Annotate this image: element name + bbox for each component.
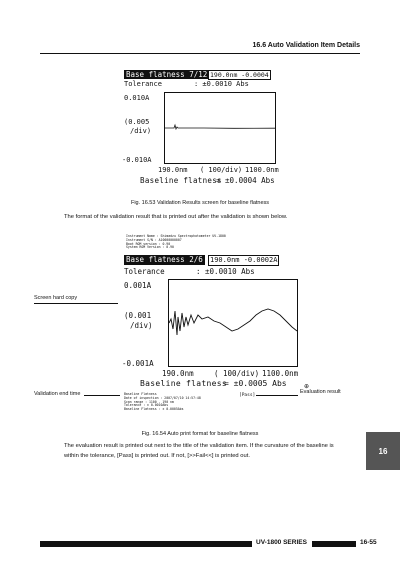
fig2-printout-footer [124, 393, 201, 412]
fig2-footer-line: Baseline Flatness [124, 392, 157, 396]
fig1-title: Base flatness 7/12 [126, 70, 208, 79]
fig2-footer-line: Scan range : 1100 - 190 nm [124, 399, 174, 404]
fig2-x-right: 1100.0nm [262, 369, 299, 378]
callout-validation-end-time: Validation end time [34, 391, 81, 397]
fig1-y-bottom: -0.010A [122, 156, 152, 164]
fig2-baseline-trace [169, 309, 297, 335]
fig2-corner-mark: ⊕ [304, 384, 310, 390]
footer-bar-right [312, 541, 356, 547]
callout-end-time-leader [84, 395, 120, 396]
fig2-x-left: 190.0nm [162, 369, 194, 378]
footer-page-number: 16-55 [360, 539, 377, 546]
fig1-screen [120, 68, 280, 192]
fig2-footer-line: Tolerance : ± 0.0010Abs [124, 403, 169, 408]
footer-series: UV-1800 SERIES [256, 539, 307, 546]
header-rule [40, 53, 360, 54]
fig2-header-line: Instrument Name : Shimadzu Spectrophotometer UV-1800 [126, 234, 226, 238]
fig2-y-mid-2: /div) [130, 321, 153, 330]
fig1-x-left: 190.0nm [158, 166, 188, 174]
fig1-caption: Fig. 16.53 Validation Results screen for baseline flatness [130, 200, 270, 206]
section-header: 16.6 Auto Validation Item Details [252, 42, 360, 49]
callout-screen-hardcopy: Screen hard copy [34, 295, 78, 301]
callout-eval-leader [256, 395, 298, 396]
fig2-y-mid-1: (0.001 [124, 311, 152, 320]
chapter-tab-number: 16 [378, 446, 388, 456]
fig1-tolerance-value: : ±0.0010 Abs [194, 80, 249, 88]
fig2-x-mid: ( 100/div) [214, 369, 260, 378]
fig2-plot [168, 279, 298, 367]
fig2-tolerance-label: Tolerance [124, 267, 165, 276]
fig1-wavelength-box: 190.0nm -0.0004 [210, 71, 269, 79]
fig1-y-mid-1: (0.005 [124, 118, 150, 126]
fig1-plot [164, 92, 276, 164]
body-text-1: The format of the validation result that is printed out after the validation is shown below. [64, 214, 288, 220]
body-text-2: The evaluation result is printed out next to the title of the validation item. If the curvature of the baseline is within the tolerance, [Pass] is printed out. If not, [>>Fail<<] is printed out. [64, 443, 334, 459]
chapter-side-tab [366, 432, 400, 470]
fig2-caption: Fig. 16.54 Auto print format for baseline flatness [141, 431, 259, 437]
fig1-result-value: = ±0.0004 Abs [216, 176, 275, 185]
fig2-printout [110, 233, 322, 429]
fig1-tolerance-label: Tolerance [124, 80, 162, 88]
fig2-tolerance-value: : ±0.0010 Abs [196, 267, 255, 276]
fig1-y-top: 0.010A [124, 94, 150, 102]
fig2-wavelength-box: 190.0nm -0.0002A [210, 256, 278, 264]
fig2-y-bottom: -0.001A [122, 359, 154, 368]
fig2-printout-header [126, 235, 226, 250]
footer-bar-left [40, 541, 252, 547]
fig2-title: Base flatness 2/6 [126, 255, 203, 264]
fig2-result-value: = ±0.0005 Abs [224, 379, 287, 388]
fig2-footer-line: Baseline Flatness : ± 0.0005Abs [124, 407, 184, 412]
fig2-y-top: 0.001A [124, 281, 152, 290]
fig2-header-line: System ROM Version : 0.90 [126, 245, 174, 250]
fig1-x-mid: ( 100/div) [200, 166, 243, 174]
fig1-baseline-trace [165, 125, 275, 129]
callout-evaluation-result: Evaluation result [300, 389, 341, 395]
fig2-pass-label: [Pass] [239, 393, 256, 398]
fig1-y-mid-2: /div) [130, 127, 152, 135]
fig2-header-line: Instrument S/N : A10000000007 [126, 237, 182, 242]
fig2-result-label: Baseline flatness [140, 379, 227, 388]
fig2-footer-line: Date of inspection : 2007/07/10 14:57:48 [124, 395, 201, 400]
callout-hardcopy-leader [34, 303, 118, 304]
fig1-x-right: 1100.0nm [245, 166, 279, 174]
fig1-result-label: Baseline flatness [140, 176, 222, 185]
fig2-header-line: Boot ROM version : 0.90 [126, 241, 171, 246]
